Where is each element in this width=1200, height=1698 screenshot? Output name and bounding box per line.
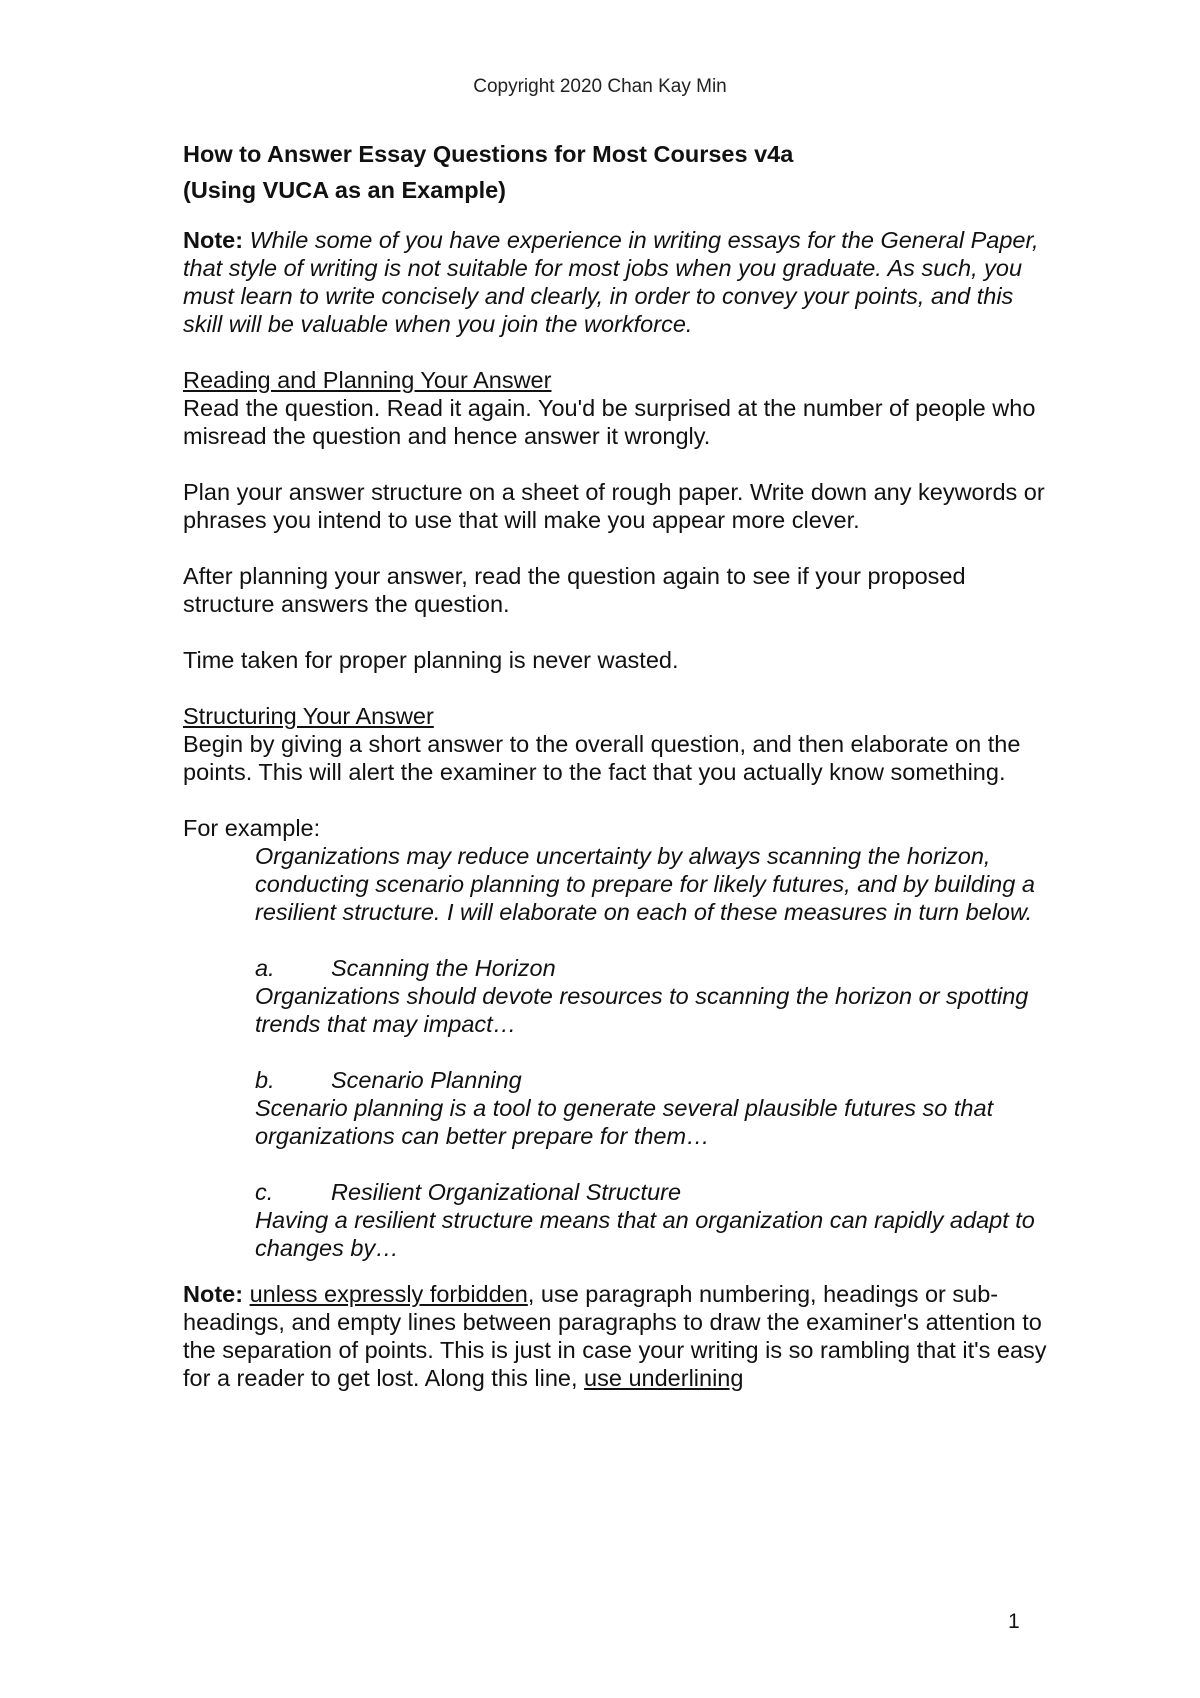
paragraph-reread: After planning your answer, read the question again to see if your proposed structure answers the question. [183,563,966,617]
closing-note [183,1280,1053,1392]
document-title-line2: (Using VUCA as an Example) [183,177,506,203]
closing-note-text: , use paragraph numbering, headings or sub-headings, and empty lines between paragraphs to draw the examiner's attention to the separation of points. This is just in case your writing is so rambling that it's easy for a reader to get lost. Along this line, [183,1281,1047,1391]
item-letter: a. [255,955,275,981]
item-letter: b. [255,1067,275,1093]
section-heading-reading: Reading and Planning Your Answer [183,367,552,393]
note-text: While some of you have experience in writing essays for the General Paper, that style of writing is not suitable for most jobs when you graduate. As such, you must learn to write concisely and clearly, in order to convey your points, and this skill will be valuable when you join the workforce. [183,227,1039,337]
copyright-header: Copyright 2020 Chan Kay Min [473,76,727,97]
item-title: Scanning the Horizon [331,955,556,981]
example-item-c [255,1178,1053,1262]
underlined-phrase: use underlining [584,1365,744,1391]
paragraph-read-question: Read the question. Read it again. You'd be surprised at the number of people who misread the question and hence answer it wrongly. [183,395,1036,449]
paragraph-plan-structure: Plan your answer structure on a sheet of rough paper. Write down any keywords or phrases you intend to use that will make you appear more clever. [183,479,1045,533]
page-number: 1 [1008,1610,1020,1633]
document-body [183,136,1053,1392]
item-letter: c. [255,1179,274,1205]
note-label: Note: [183,1281,244,1307]
example-label: For example: [183,815,321,841]
document-title-line1: How to Answer Essay Questions for Most Courses v4a [183,141,794,167]
example-item-b [255,1066,1053,1150]
example-item-a [255,954,1053,1038]
intro-note [183,226,1053,338]
item-text: Having a resilient structure means that an organization can rapidly adapt to changes by… [255,1207,1035,1261]
item-title: Scenario Planning [331,1067,522,1093]
item-title: Resilient Organizational Structure [331,1179,682,1205]
note-label: Note: [183,227,244,253]
underlined-phrase: unless expressly forbidden [249,1281,528,1307]
example-intro: Organizations may reduce uncertainty by always scanning the horizon, conducting scenario planning to prepare for likely futures, and by building a resilient structure. I will elaborate on each of these measures in turn below. [255,843,1035,925]
item-text: Organizations should devote resources to scanning the horizon or spotting trends that may impact… [255,983,1029,1037]
paragraph-planning-time: Time taken for proper planning is never wasted. [183,647,679,673]
paragraph-short-answer: Begin by giving a short answer to the overall question, and then elaborate on the points. This will alert the examiner to the fact that you actually know something. [183,731,1021,785]
item-text: Scenario planning is a tool to generate several plausible futures so that organizations can better prepare for them… [255,1095,994,1149]
section-heading-structuring: Structuring Your Answer [183,703,434,729]
